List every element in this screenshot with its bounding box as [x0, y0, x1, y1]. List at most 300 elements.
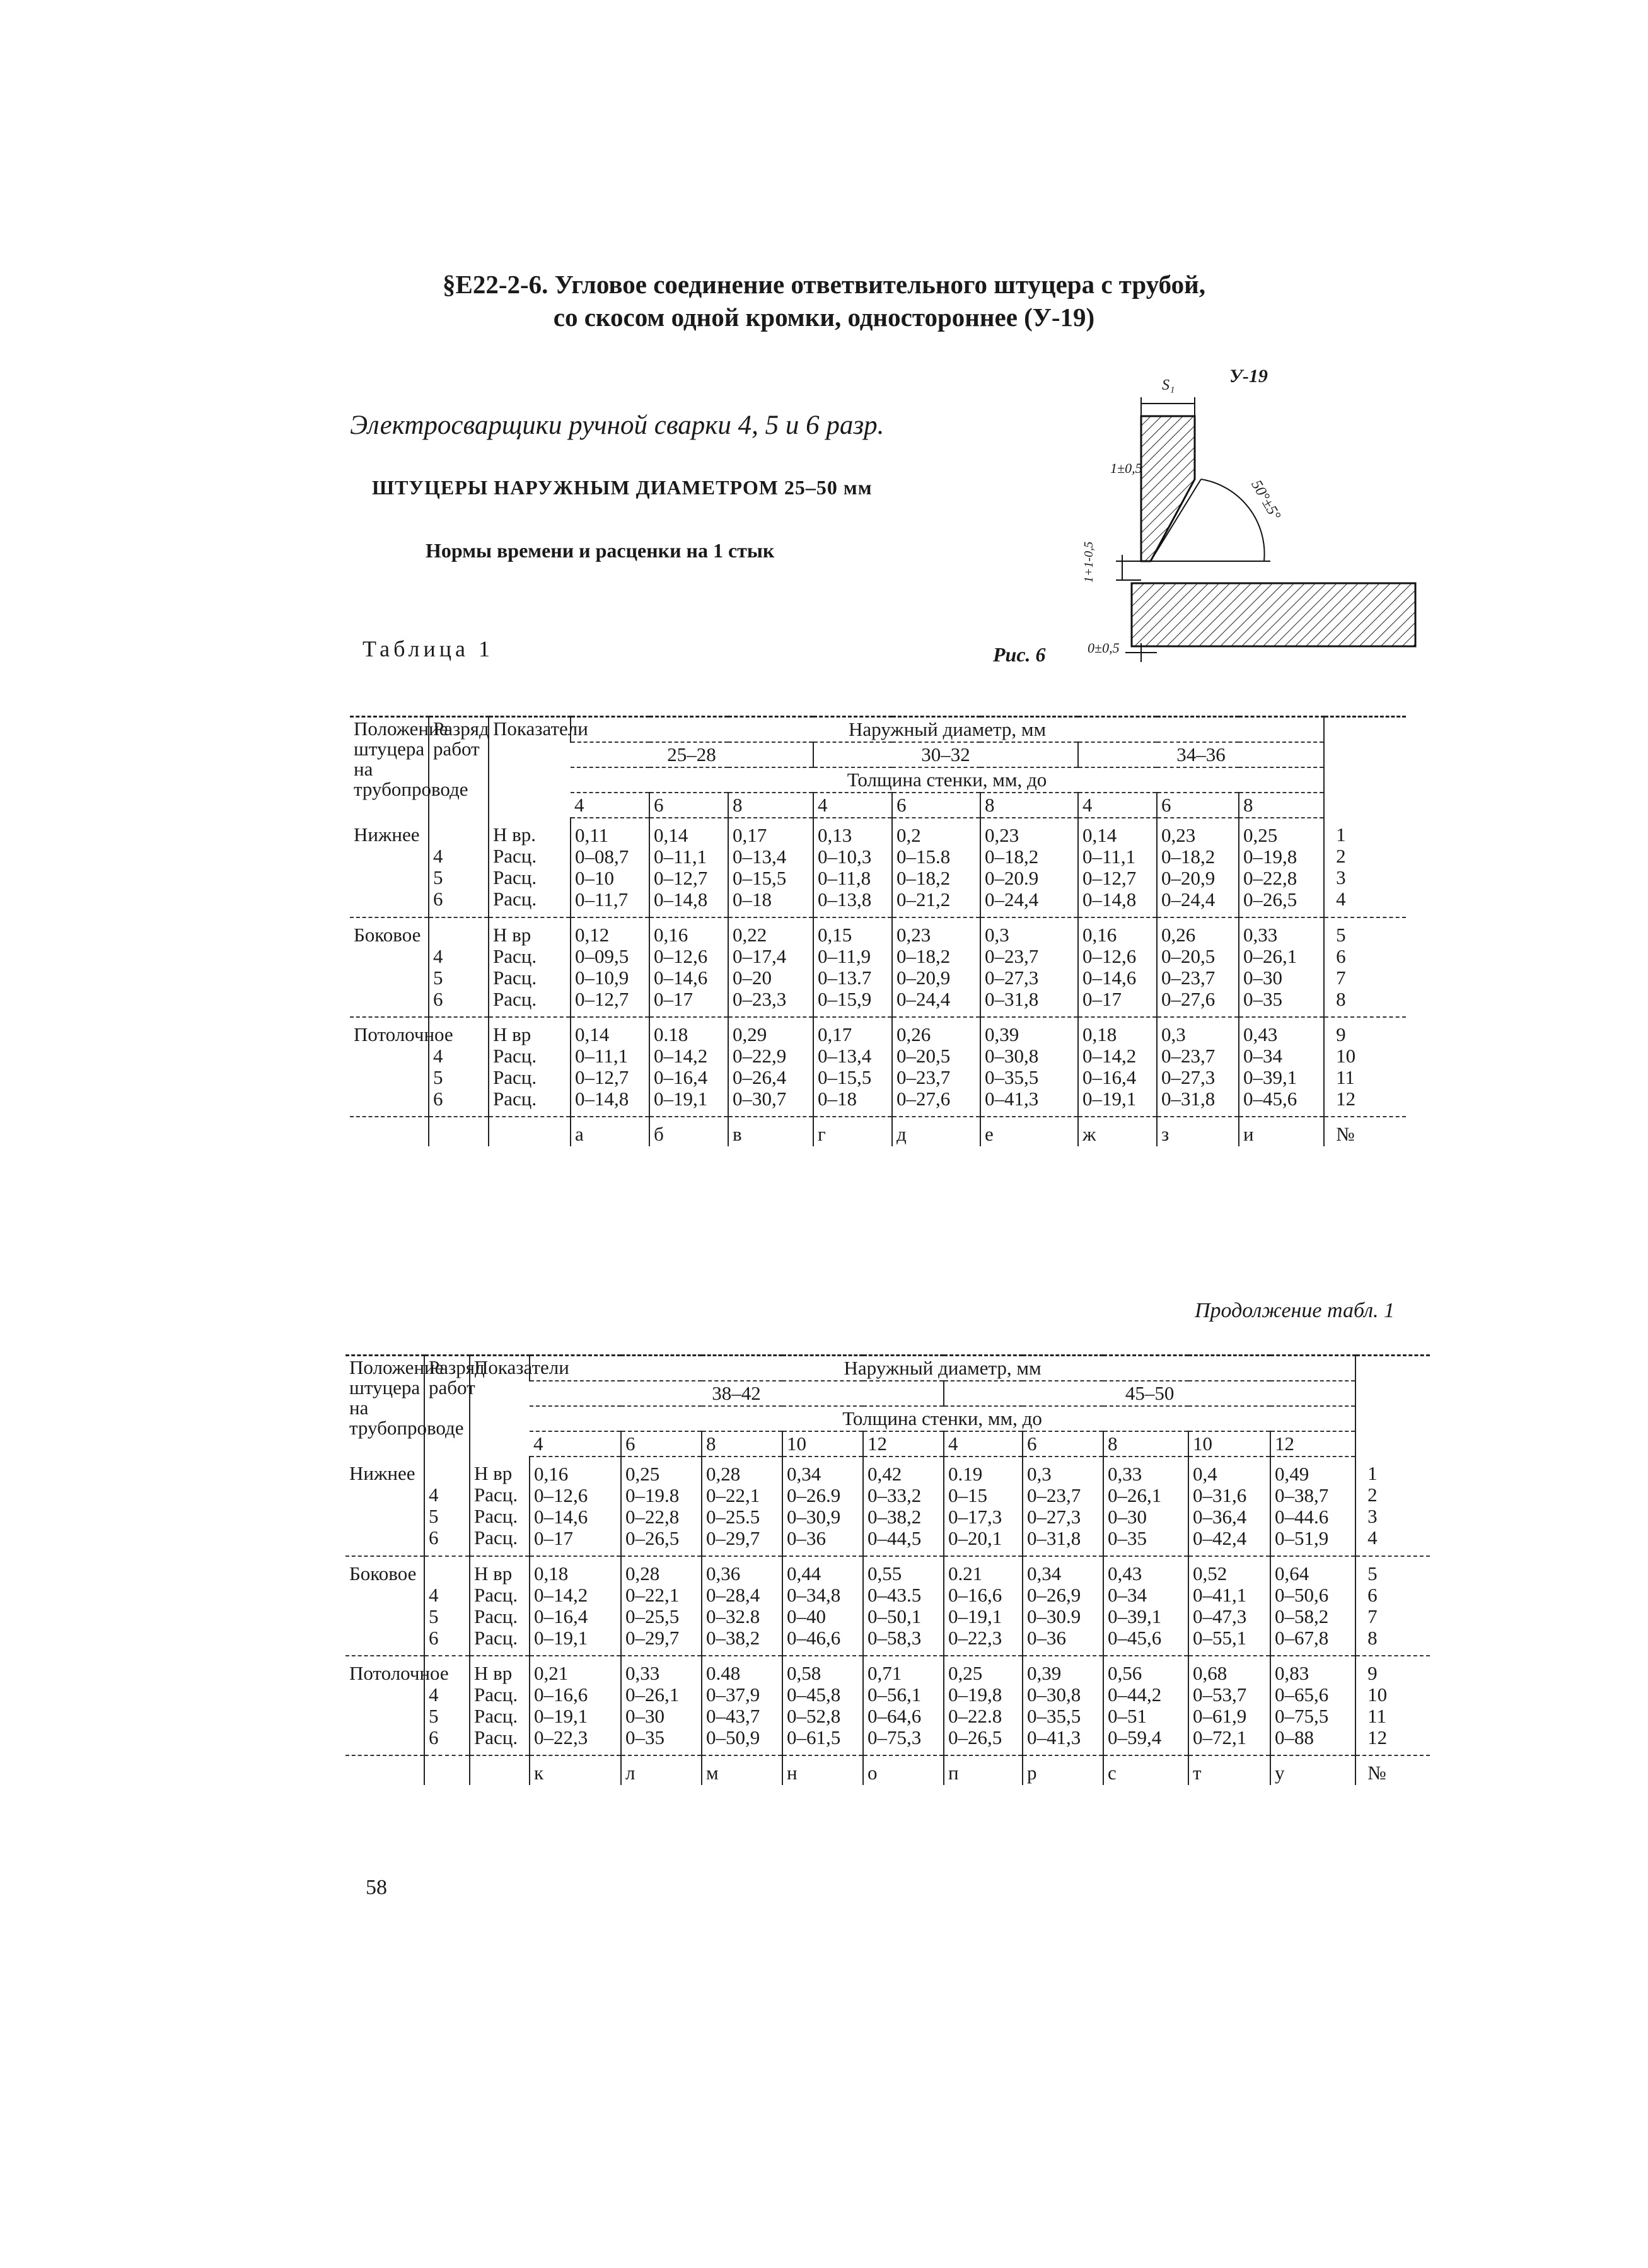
header-num-blank	[1324, 717, 1406, 818]
column-letter: м	[702, 1755, 782, 1785]
table-value: 0,34	[1027, 1562, 1062, 1585]
table-value: 0–18,2	[1161, 846, 1216, 868]
indicator-value: Расц.	[474, 1527, 518, 1549]
table-value: 0–41,3	[1027, 1726, 1081, 1748]
value-cell	[863, 1656, 944, 1755]
table-value: 0–45,8	[787, 1684, 841, 1706]
workers-line: Электросварщики ручной сварки 4, 5 и 6 разр.	[350, 410, 885, 440]
indicator-value: Расц.	[493, 888, 537, 910]
num-label: №	[1355, 1755, 1430, 1785]
gap-top-label: 1±0,5	[1110, 460, 1142, 476]
table-value: 0–16,6	[948, 1584, 1002, 1606]
value-cell	[571, 818, 649, 917]
table-value: 0–23,3	[733, 988, 787, 1010]
indicator-value: Расц.	[474, 1584, 518, 1606]
table-value: 0,13	[818, 824, 852, 846]
grade-value: 5	[433, 866, 443, 888]
table-value: 0,58	[787, 1662, 821, 1684]
blank-cell	[350, 1117, 429, 1146]
wall-thickness-cell: 8	[1103, 1431, 1188, 1457]
table-value: 0–36,4	[1193, 1506, 1247, 1528]
table-value: 0–18	[818, 1088, 857, 1110]
table-value: 0–17,4	[733, 945, 787, 967]
indicator-value: Расц.	[474, 1484, 518, 1506]
row-number-cell	[1324, 1017, 1406, 1117]
row-number: 10	[1367, 1684, 1388, 1706]
indicator-value: Расц.	[493, 967, 537, 989]
grade-value: 6	[433, 888, 443, 910]
indicator-value: Расц.	[474, 1505, 518, 1527]
table-value: 0–45,6	[1108, 1627, 1162, 1649]
table-value: 0–75,3	[868, 1726, 922, 1748]
indicator-cell	[489, 818, 571, 917]
grade-value: 4	[433, 1045, 443, 1067]
figure-caption: Рис. 6	[993, 643, 1046, 666]
table-value: 0–52,8	[787, 1705, 841, 1727]
indicator-value: Н вр	[493, 924, 531, 946]
value-cell	[980, 917, 1078, 1017]
position-cell: Боковое	[345, 1556, 424, 1656]
table-value: 0–10,9	[575, 967, 629, 989]
indicator-value: Н вр	[474, 1462, 513, 1484]
header-grade: Разряд работ	[429, 717, 489, 818]
value-cell	[702, 1656, 782, 1755]
table-value: 0,83	[1275, 1662, 1309, 1684]
indicator-value: Расц.	[493, 988, 537, 1010]
value-cell	[863, 1556, 944, 1656]
column-letter: р	[1023, 1755, 1103, 1785]
value-cell	[1270, 1556, 1355, 1656]
value-cell	[649, 818, 728, 917]
table-value: 0–35	[1243, 988, 1282, 1010]
indicator-value: Н вр	[493, 1023, 531, 1045]
position-cell: Потолочное	[345, 1656, 424, 1755]
table-value: 0,3	[1161, 1023, 1186, 1045]
table-value: 0–47,3	[1193, 1605, 1247, 1627]
table-value: 0,2	[897, 824, 921, 846]
row-number: 8	[1336, 988, 1346, 1010]
table-value: 0–38,2	[706, 1627, 760, 1649]
table-value: 0–26,5	[625, 1527, 680, 1549]
row-number: 11	[1367, 1705, 1386, 1727]
table-value: 0–26,5	[1243, 888, 1297, 910]
grade-value: 5	[433, 1066, 443, 1088]
table-value: 0–35,5	[1027, 1705, 1081, 1727]
value-cell	[530, 1656, 621, 1755]
row-number: 6	[1367, 1584, 1378, 1606]
table-value: 0,11	[575, 824, 609, 846]
table-value: 0–50,9	[706, 1726, 760, 1748]
table-value: 0,49	[1275, 1463, 1309, 1485]
table-value: 0–58,2	[1275, 1605, 1329, 1627]
value-cell	[1157, 818, 1239, 917]
value-cell	[728, 818, 813, 917]
table-value: 0,28	[706, 1463, 741, 1485]
table-value: 0–14,6	[654, 967, 708, 989]
table-value: 0,14	[1082, 824, 1117, 846]
table-value: 0–26,1	[1108, 1484, 1162, 1506]
diameter-group: 38–42	[530, 1381, 944, 1406]
wall-thickness-cell: 12	[863, 1431, 944, 1457]
table-value: 0–59,4	[1108, 1726, 1162, 1748]
table-value: 0,17	[733, 824, 767, 846]
table-value: 0–16,4	[534, 1605, 588, 1627]
table-value: 0–20,9	[1161, 867, 1216, 889]
value-cell	[649, 1017, 728, 1117]
table-value: 0,33	[1243, 924, 1278, 946]
row-number-cell	[1355, 1457, 1430, 1556]
table-value: 0–17	[654, 988, 693, 1010]
wall-thickness-cell: 6	[1157, 793, 1239, 818]
table-value: 0,16	[654, 924, 688, 946]
row-number: 2	[1336, 845, 1346, 867]
table-value: 0–09,5	[575, 945, 629, 967]
table-value: 0–65,6	[1275, 1684, 1329, 1706]
row-number: 7	[1367, 1605, 1378, 1627]
position-cell: Нижнее	[345, 1457, 424, 1556]
indicator-cell	[470, 1556, 530, 1656]
value-cell	[1188, 1556, 1270, 1656]
table-value: 0–26,9	[1027, 1584, 1081, 1606]
table-value: 0–20,1	[948, 1527, 1002, 1549]
num-label: №	[1324, 1117, 1406, 1146]
gap-bottom-label: 0±0,5	[1088, 640, 1120, 656]
table-value: 0–11,8	[818, 867, 871, 889]
table-value: 0,23	[985, 824, 1019, 846]
table-value: 0–28,4	[706, 1584, 760, 1606]
column-letter: и	[1239, 1117, 1324, 1146]
column-letter: к	[530, 1755, 621, 1785]
table-value: 0,64	[1275, 1562, 1309, 1585]
grade-value: 4	[429, 1684, 439, 1706]
table-value: 0–64,6	[868, 1705, 922, 1727]
table-value: 0–44,5	[868, 1527, 922, 1549]
table-value: 0–23,7	[897, 1066, 951, 1088]
wall-thickness-cell: 8	[1239, 793, 1324, 818]
value-cell	[621, 1656, 702, 1755]
s1-label: S₁	[1162, 377, 1175, 393]
row-number: 11	[1336, 1066, 1355, 1088]
blank-cell	[429, 1117, 489, 1146]
wall-thickness-cell: 6	[892, 793, 980, 818]
value-cell	[1157, 917, 1239, 1017]
table-value: 0–19,8	[948, 1684, 1002, 1706]
norms-table-1	[350, 716, 1406, 1146]
grade-value: 5	[429, 1705, 439, 1727]
table-value: 0–11,1	[1082, 846, 1136, 868]
value-cell	[813, 1017, 892, 1117]
value-cell	[1188, 1656, 1270, 1755]
position-cell: Потолочное	[350, 1017, 429, 1117]
table-value: 0–26,5	[948, 1726, 1002, 1748]
table-value: 0.18	[654, 1023, 688, 1045]
column-letter: г	[813, 1117, 892, 1146]
table-value: 0–39,1	[1108, 1605, 1162, 1627]
indicator-value: Расц.	[493, 866, 537, 888]
grade-cell	[429, 818, 489, 917]
grade-value: 6	[433, 988, 443, 1010]
value-cell	[571, 1017, 649, 1117]
table-value: 0–31,8	[1161, 1088, 1216, 1110]
row-number: 7	[1336, 967, 1346, 989]
table-value: 0–22,9	[733, 1045, 787, 1067]
grade-cell	[424, 1457, 470, 1556]
table-value: 0–22.8	[948, 1705, 1002, 1727]
table-value: 0–61,9	[1193, 1705, 1247, 1727]
table-value: 0–88	[1275, 1726, 1314, 1748]
row-number-cell	[1324, 818, 1406, 917]
table-value: 0–10	[575, 867, 614, 889]
table-value: 0–19,8	[1243, 846, 1297, 868]
value-cell	[782, 1656, 863, 1755]
table-value: 0–44.6	[1275, 1506, 1329, 1528]
table-value: 0–26,1	[625, 1684, 680, 1706]
table-value: 0–22,3	[534, 1726, 588, 1748]
column-letter: т	[1188, 1755, 1270, 1785]
table-value: 0,25	[625, 1463, 660, 1485]
table-value: 0–42,4	[1193, 1527, 1247, 1549]
row-number: 3	[1336, 866, 1346, 888]
table-value: 0–19,1	[534, 1705, 588, 1727]
value-cell	[728, 1017, 813, 1117]
table-value: 0–50,1	[868, 1605, 922, 1627]
blank-cell	[345, 1755, 424, 1785]
row-number: 9	[1367, 1662, 1378, 1684]
column-letter: з	[1157, 1117, 1239, 1146]
diameter-group: 25–28	[571, 742, 813, 767]
column-letter: у	[1270, 1755, 1355, 1785]
norms-line: Нормы времени и расценки на 1 стык	[426, 539, 775, 562]
table-value: 0–20,9	[897, 967, 951, 989]
table-value: 0–11,1	[575, 1045, 629, 1067]
indicator-value: Расц.	[493, 845, 537, 867]
grade-value: 4	[429, 1484, 439, 1506]
table-value: 0–10,3	[818, 846, 872, 868]
table-value: 0–13,8	[818, 888, 872, 910]
table-value: 0–35	[625, 1726, 664, 1748]
indicator-cell	[470, 1656, 530, 1755]
grade-value	[433, 824, 484, 846]
value-cell	[1103, 1556, 1188, 1656]
table-value: 0–13.7	[818, 967, 872, 989]
table-value: 0–30	[1243, 967, 1282, 989]
value-cell	[1078, 1017, 1157, 1117]
table-value: 0.19	[948, 1463, 983, 1485]
row-number: 8	[1367, 1627, 1378, 1649]
table-value: 0–16,4	[1082, 1066, 1137, 1088]
header-indicators: Показатели	[489, 717, 571, 818]
column-letter: д	[892, 1117, 980, 1146]
table-value: 0–19.8	[625, 1484, 680, 1506]
value-cell	[530, 1457, 621, 1556]
table-value: 0–26,1	[1243, 945, 1297, 967]
wall-thickness-cell: 10	[1188, 1431, 1270, 1457]
header-grade: Разряд работ	[424, 1356, 470, 1457]
table-value: 0.48	[706, 1662, 741, 1684]
indicator-value: Расц.	[474, 1684, 518, 1706]
table-value: 0–55,1	[1193, 1627, 1247, 1649]
value-cell	[1270, 1457, 1355, 1556]
table-value: 0,22	[733, 924, 767, 946]
table-value: 0,18	[1082, 1023, 1117, 1045]
table-value: 0–14,8	[654, 888, 708, 910]
column-letter: п	[944, 1755, 1023, 1785]
column-letter: с	[1103, 1755, 1188, 1785]
table-value: 0,3	[985, 924, 1009, 946]
table-value: 0,15	[818, 924, 852, 946]
table-value: 0–12,7	[575, 1066, 629, 1088]
indicator-value: Н вр	[474, 1662, 513, 1684]
indicator-value: Расц.	[474, 1627, 518, 1649]
table-value: 0,39	[985, 1023, 1019, 1045]
table-value: 0–15,5	[733, 867, 787, 889]
table-value: 0–12,6	[1082, 945, 1137, 967]
grade-value: 6	[429, 1627, 439, 1649]
table-value: 0–22,8	[1243, 867, 1297, 889]
table-value: 0,43	[1243, 1023, 1278, 1045]
table-value: 0–30,9	[787, 1506, 841, 1528]
table-value: 0–11,1	[654, 846, 707, 868]
value-cell	[649, 917, 728, 1017]
table-value: 0,42	[868, 1463, 902, 1485]
position-cell: Боковое	[350, 917, 429, 1017]
table-row	[350, 917, 1406, 1017]
table-row	[350, 818, 1406, 917]
indicator-value: Расц.	[493, 1045, 537, 1067]
value-cell	[892, 917, 980, 1017]
table-value: 0,21	[534, 1662, 569, 1684]
table-value: 0–17	[1082, 988, 1122, 1010]
table-value: 0–26.9	[787, 1484, 841, 1506]
row-number: 1	[1336, 823, 1346, 846]
grade-cell	[429, 1017, 489, 1117]
row-number: 1	[1367, 1462, 1378, 1484]
table-value: 0–13,4	[818, 1045, 872, 1067]
grade-cell	[429, 917, 489, 1017]
table-value: 0–34	[1243, 1045, 1282, 1067]
grade-value: 6	[433, 1088, 443, 1110]
table-value: 0–34	[1108, 1584, 1147, 1606]
grade-value: 4	[433, 845, 443, 867]
table-value: 0–24,4	[897, 988, 951, 1010]
table-value: 0–51	[1108, 1705, 1147, 1727]
row-number: 12	[1367, 1726, 1388, 1748]
value-cell	[892, 818, 980, 917]
table-value: 0–20	[733, 967, 772, 989]
row-number-cell	[1355, 1656, 1430, 1755]
table-value: 0,14	[575, 1023, 610, 1045]
table-value: 0,25	[1243, 824, 1278, 846]
value-cell	[944, 1656, 1023, 1755]
row-number: 5	[1367, 1562, 1378, 1585]
row-number-cell	[1355, 1556, 1430, 1656]
table-value: 0,18	[534, 1562, 569, 1585]
table-value: 0,12	[575, 924, 610, 946]
table-value: 0–08,7	[575, 846, 629, 868]
table-value: 0,17	[818, 1023, 852, 1045]
table-value: 0–27,3	[1027, 1506, 1081, 1528]
diameter-group: 34–36	[1078, 742, 1324, 767]
value-cell	[621, 1556, 702, 1656]
wall-thickness-cell: 6	[649, 793, 728, 818]
table-value: 0,33	[625, 1662, 660, 1684]
table-value: 0–51,9	[1275, 1527, 1329, 1549]
row-number: 6	[1336, 945, 1346, 967]
grade-value: 5	[433, 967, 443, 989]
table-value: 0–31,8	[1027, 1527, 1081, 1549]
table-value: 0,16	[534, 1463, 569, 1485]
table-value: 0–12,7	[1082, 867, 1137, 889]
weld-joint-drawing	[1088, 372, 1415, 675]
header-diameter: Наружный диаметр, мм	[530, 1356, 1355, 1381]
column-letter: б	[649, 1117, 728, 1146]
table-value: 0–72,1	[1193, 1726, 1247, 1748]
table-value: 0,4	[1193, 1463, 1217, 1485]
value-cell	[944, 1556, 1023, 1656]
side-label: 1+1-0,5	[1082, 541, 1096, 583]
table-value: 0–14,2	[1082, 1045, 1137, 1067]
table-value: 0–40	[787, 1605, 826, 1627]
grade-value: 6	[429, 1726, 439, 1748]
table-value: 0–15,5	[818, 1066, 872, 1088]
table-value: 0–11,7	[575, 888, 629, 910]
row-number: 4	[1367, 1527, 1378, 1549]
value-cell	[1023, 1457, 1103, 1556]
table-value: 0–45,6	[1243, 1088, 1297, 1110]
indicator-cell	[489, 1017, 571, 1117]
table-value: 0,33	[1108, 1463, 1142, 1485]
table-value: 0–14,2	[534, 1584, 588, 1606]
value-cell	[571, 917, 649, 1017]
table-value: 0–30	[1108, 1506, 1147, 1528]
table-value: 0–25,5	[625, 1605, 680, 1627]
wall-thickness-cell: 8	[702, 1431, 782, 1457]
row-number: 9	[1336, 1023, 1346, 1045]
grade-cell	[424, 1556, 470, 1656]
grade-value: 5	[429, 1605, 439, 1627]
indicator-value: Расц.	[474, 1605, 518, 1627]
indicator-cell	[489, 917, 571, 1017]
fittings-line: ШТУЦЕРЫ НАРУЖНЫМ ДИАМЕТРОМ 25–50 мм	[372, 476, 873, 499]
column-letter: н	[782, 1755, 863, 1785]
table-value: 0–13,4	[733, 846, 787, 868]
value-cell	[1103, 1457, 1188, 1556]
wall-thickness-cell: 4	[1078, 793, 1157, 818]
section-title: §Е22-2-6. Угловое соединение ответвительного штуцера с трубой,	[442, 270, 1205, 299]
table-row	[345, 1656, 1430, 1755]
table-value: 0–39,1	[1243, 1066, 1297, 1088]
table-value: 0–20,5	[1161, 945, 1216, 967]
column-letter: в	[728, 1117, 813, 1146]
wall-thickness-cell: 6	[1023, 1431, 1103, 1457]
table-value: 0–27,3	[985, 967, 1039, 989]
column-letter: а	[571, 1117, 649, 1146]
table-value: 0–50,6	[1275, 1584, 1329, 1606]
table-value: 0–30,7	[733, 1088, 787, 1110]
row-number: 5	[1336, 924, 1346, 946]
table-value: 0–34,8	[787, 1584, 841, 1606]
wall-thickness-cell: 4	[813, 793, 892, 818]
wall-thickness-cell: 4	[571, 793, 649, 818]
indicator-value: Н вр	[474, 1562, 513, 1585]
blank-cell	[489, 1117, 571, 1146]
table-value: 0–27,6	[1161, 988, 1216, 1010]
value-cell	[980, 1017, 1078, 1117]
header-indicators: Показатели	[470, 1356, 530, 1457]
value-cell	[813, 917, 892, 1017]
wall-thickness-cell: 4	[530, 1431, 621, 1457]
table-value: 0,68	[1193, 1662, 1227, 1684]
